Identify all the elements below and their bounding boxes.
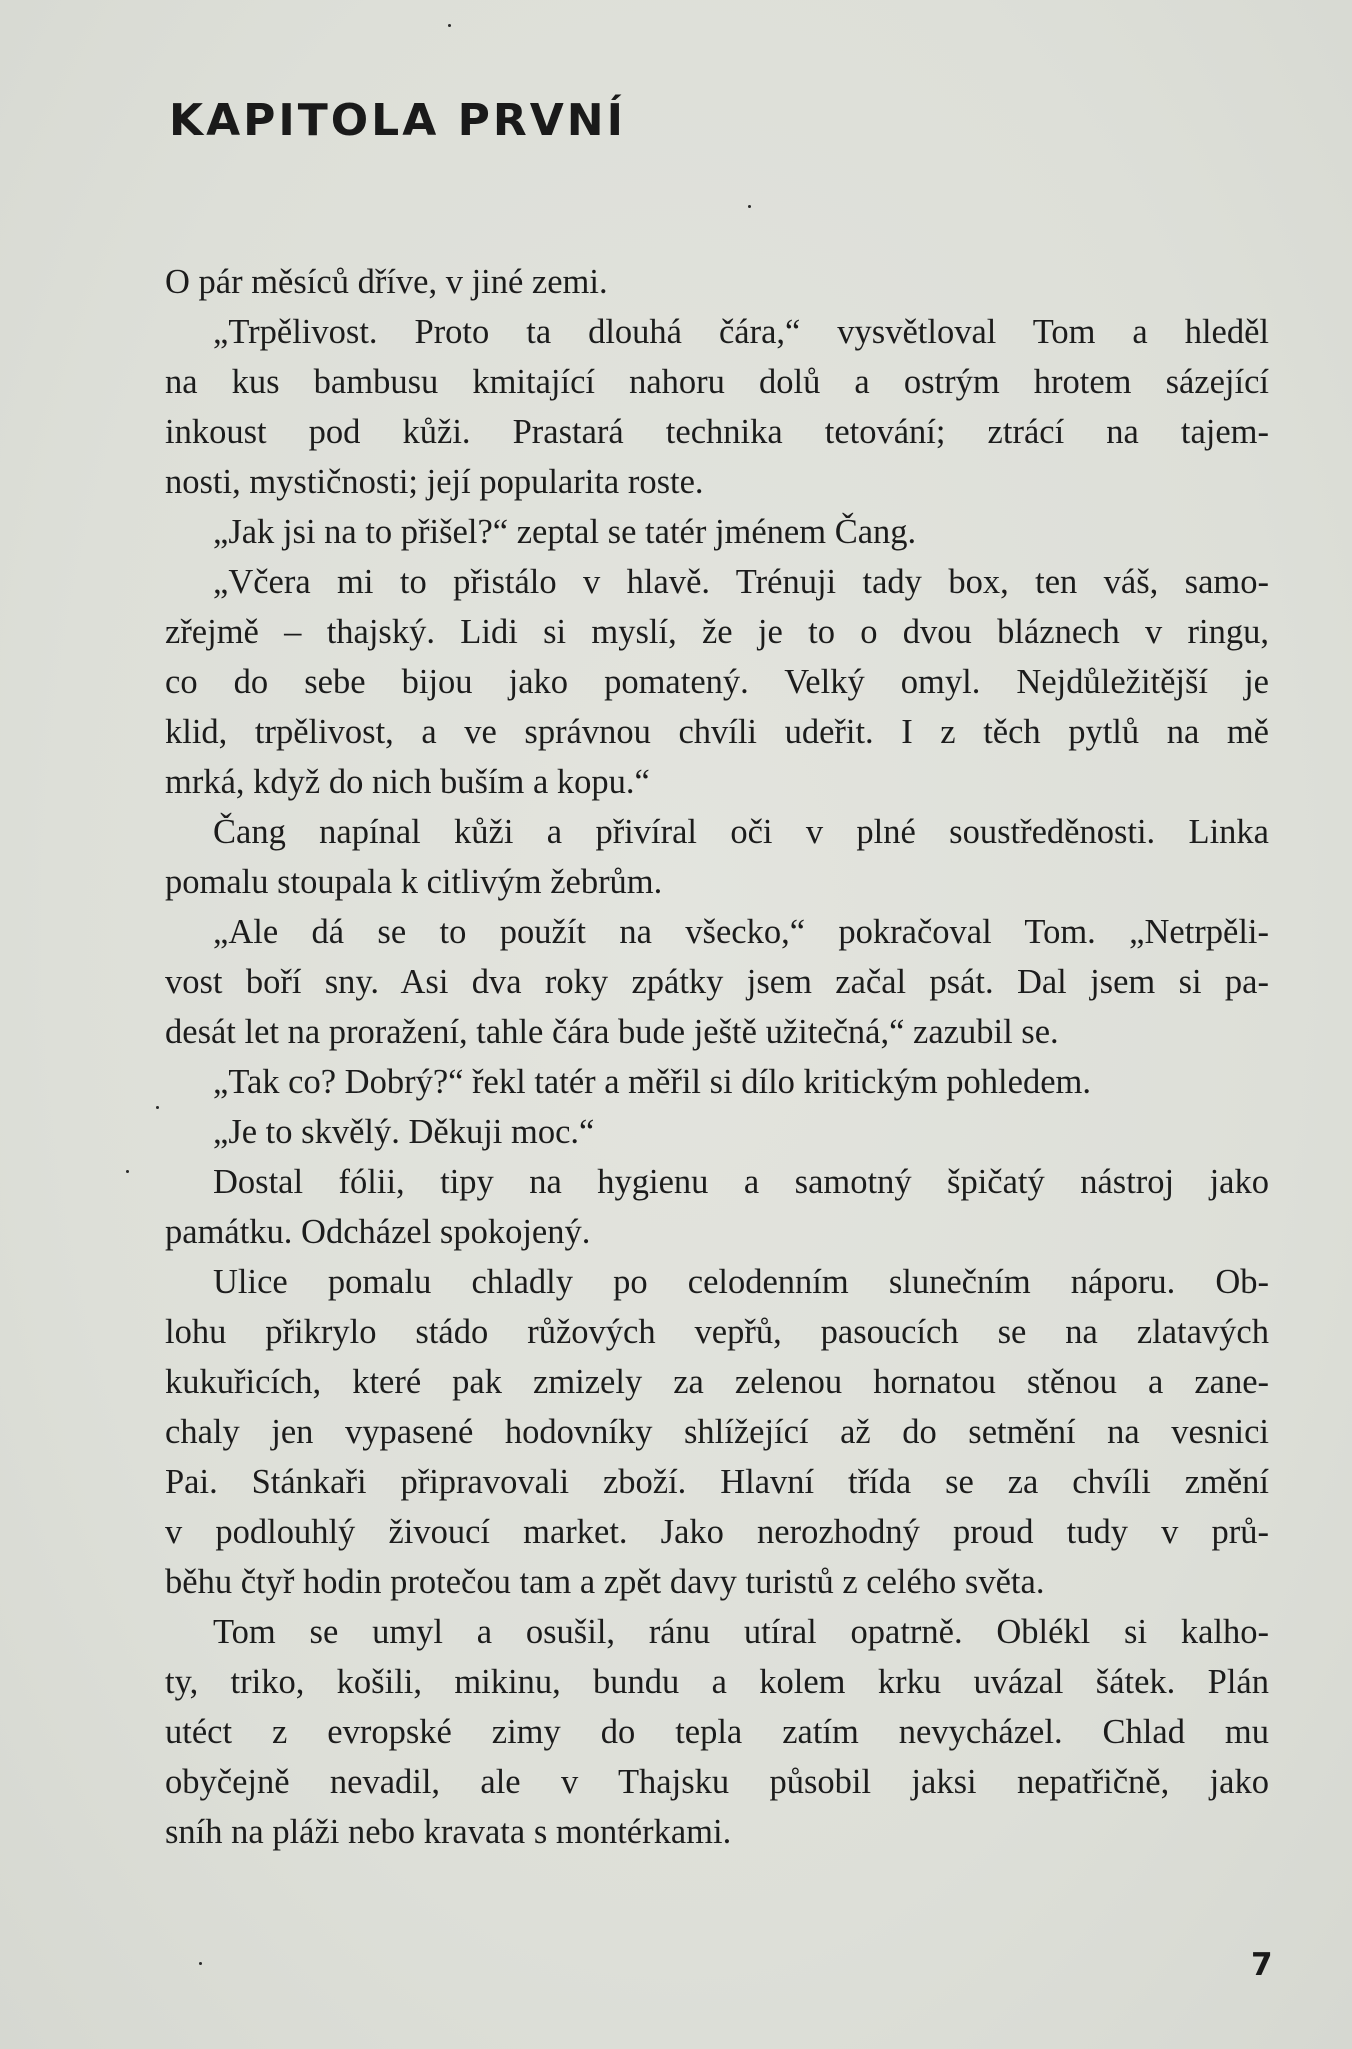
text-line: Čang napínal kůži a přivíral oči v plné soustředěnosti. Linka (213, 813, 1269, 851)
text-line: vost boří sny. Asi dva roky zpátky jsem začal psát. Dal jsem si pa- (165, 963, 1269, 1001)
text-line: v podlouhlý živoucí market. Jako nerozhodný proud tudy v prů- (165, 1513, 1269, 1551)
text-line: „Trpělivost. Proto ta dlouhá čára,“ vysvětloval Tom a hleděl (213, 313, 1269, 351)
paragraph (165, 1057, 1269, 1107)
paragraph (165, 1257, 1269, 1607)
text-line: klid, trpělivost, a ve správnou chvíli udeřit. I z těch pytlů na mě (165, 713, 1269, 751)
text-line: desát let na proražení, tahle čára bude ještě užitečná,“ zazubil se. (165, 1013, 1059, 1051)
paper-speck (126, 1170, 129, 1173)
text-line: kukuřicích, které pak zmizely za zelenou hornatou stěnou a zane- (165, 1363, 1269, 1401)
paragraph (165, 1107, 1269, 1157)
text-line: „Jak jsi na to přišel?“ zeptal se tatér jménem Čang. (213, 513, 917, 551)
text-line: ty, triko, košili, mikinu, bundu a kolem krku uvázal šátek. Plán (165, 1663, 1269, 1701)
paper-speck (748, 205, 751, 208)
text-line: na kus bambusu kmitající nahoru dolů a ostrým hrotem sázející (165, 363, 1269, 401)
text-line: „Tak co? Dobrý?“ řekl tatér a měřil si dílo kritickým pohledem. (213, 1063, 1091, 1101)
text-line: utéct z evropské zimy do tepla zatím nevycházel. Chlad mu (165, 1713, 1269, 1751)
text-line: mrká, když do nich buším a kopu.“ (165, 763, 650, 801)
text-line: běhu čtyř hodin protečou tam a zpět davy turistů z celého světa. (165, 1563, 1045, 1601)
paragraph (165, 557, 1269, 807)
paragraph (165, 907, 1269, 1057)
text-line: O pár měsíců dříve, v jiné zemi. (165, 263, 608, 301)
text-line: lohu přikrylo stádo růžových vepřů, pasoucích se na zlatavých (165, 1313, 1269, 1351)
text-line: památku. Odcházel spokojený. (165, 1213, 591, 1251)
paragraph (165, 257, 1269, 307)
page-number: 7 (1251, 1947, 1273, 1983)
text-line: Tom se umyl a osušil, ránu utíral opatrně. Oblékl si kalho- (213, 1613, 1269, 1651)
text-line: „Ale dá se to použít na všecko,“ pokračoval Tom. „Netrpěli- (213, 913, 1269, 951)
paragraph (165, 1157, 1269, 1257)
text-line: pomalu stoupala k citlivým žebrům. (165, 863, 663, 901)
text-line: sníh na pláži nebo kravata s montérkami. (165, 1813, 732, 1851)
paragraph (165, 807, 1269, 907)
paper-speck (199, 1962, 202, 1965)
paper-speck (156, 1106, 159, 1109)
text-line: Ulice pomalu chladly po celodenním slunečním náporu. Ob- (213, 1263, 1269, 1301)
text-line: chaly jen vypasené hodovníky shlížející až do setmění na vesnici (165, 1413, 1269, 1451)
chapter-title: KAPITOLA PRVNÍ (169, 95, 626, 146)
paragraph (165, 307, 1269, 507)
text-line: „Včera mi to přistálo v hlavě. Trénuji tady box, ten váš, samo- (213, 563, 1269, 601)
text-line: „Je to skvělý. Děkuji moc.“ (213, 1113, 595, 1151)
text-line: zřejmě – thajský. Lidi si myslí, že je to o dvou bláznech v ringu, (165, 613, 1269, 651)
text-line: Pai. Stánkaři připravovali zboží. Hlavní třída se za chvíli změní (165, 1463, 1269, 1501)
text-line: obyčejně nevadil, ale v Thajsku působil jaksi nepatřičně, jako (165, 1763, 1269, 1801)
text-line: inkoust pod kůži. Prastará technika tetování; ztrácí na tajem- (165, 413, 1269, 451)
body-text (165, 257, 1269, 1857)
text-line: co do sebe bijou jako pomatený. Velký omyl. Nejdůležitější je (165, 663, 1269, 701)
text-line: nosti, mystičnosti; její popularita roste. (165, 463, 704, 501)
paragraph (165, 507, 1269, 557)
paper-speck (448, 24, 451, 27)
paragraph (165, 1607, 1269, 1857)
text-line: Dostal fólii, tipy na hygienu a samotný špičatý nástroj jako (213, 1163, 1269, 1201)
